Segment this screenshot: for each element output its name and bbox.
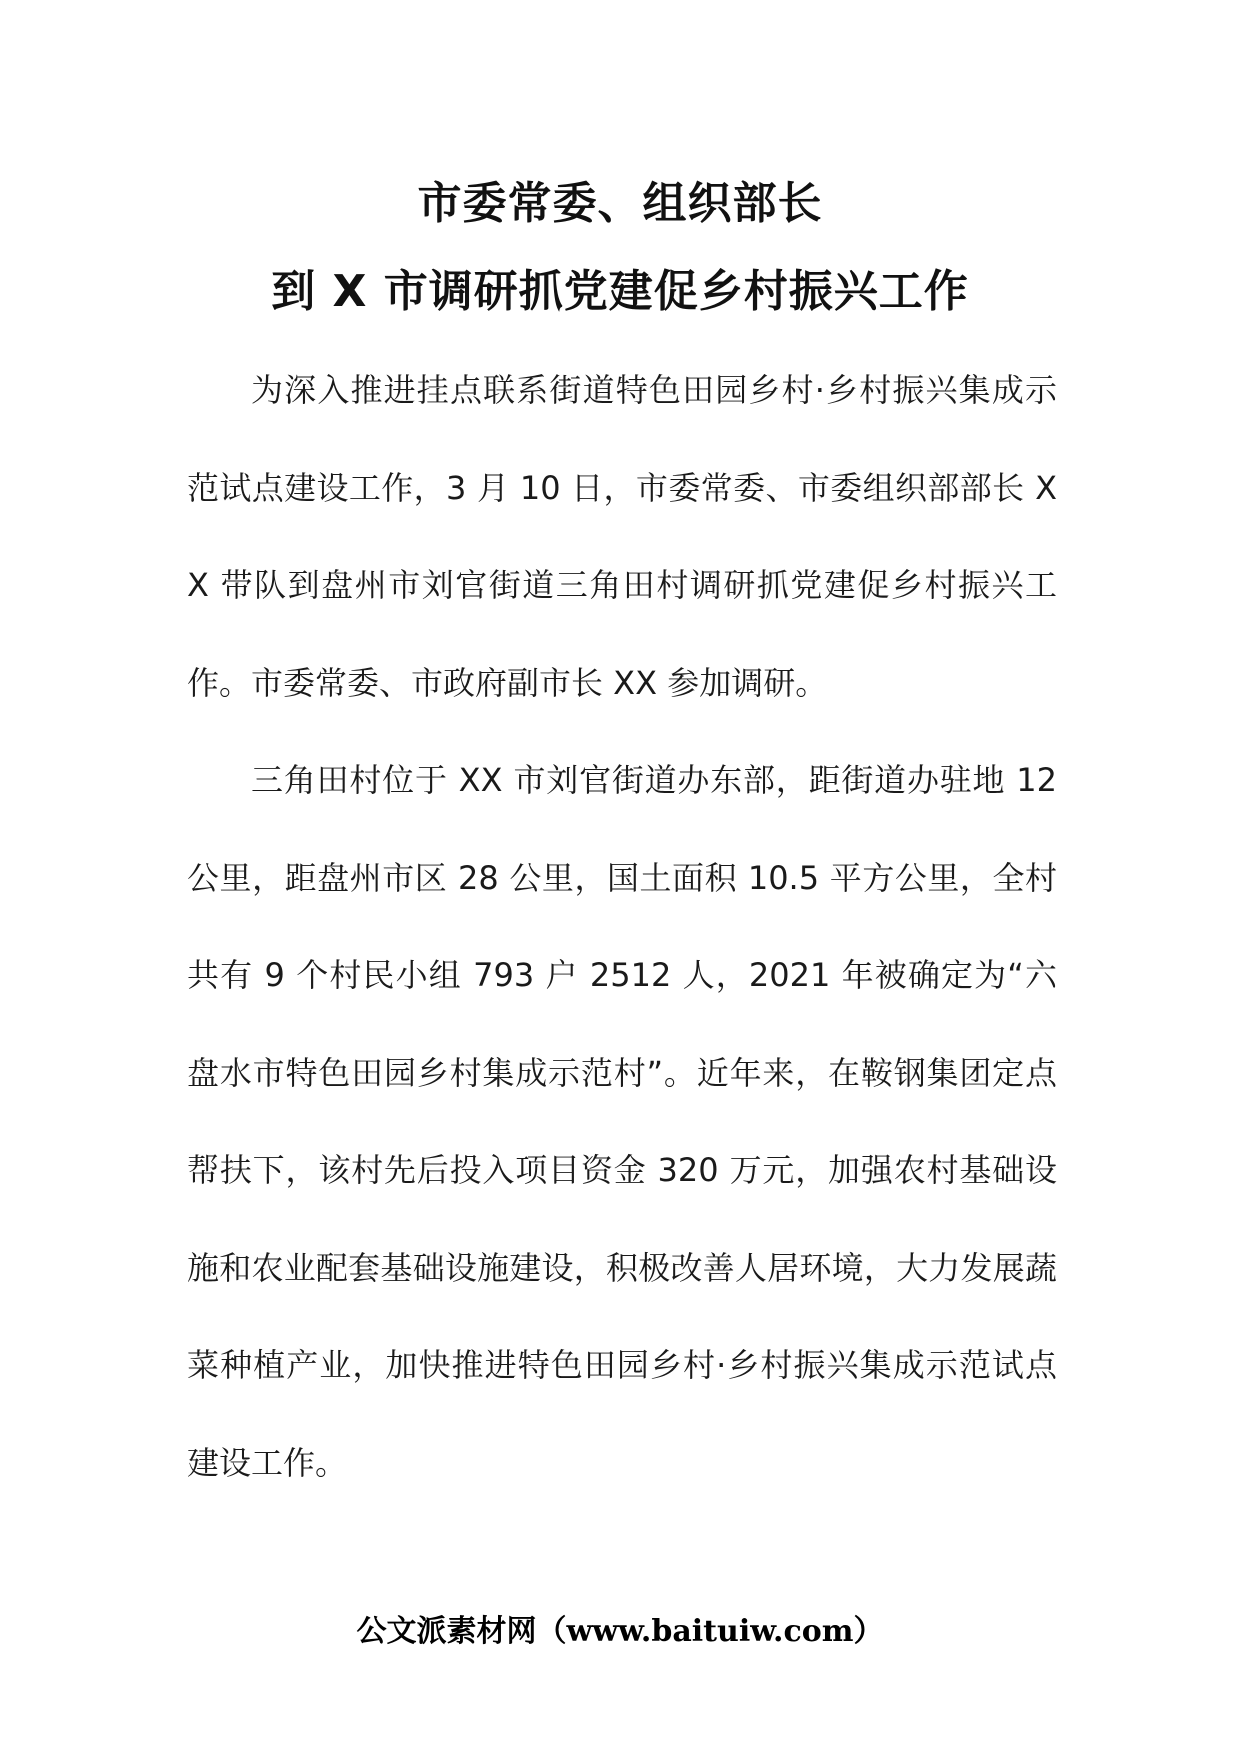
- paragraph-2: 三角田村位于 XX 市刘官街道办东部，距街道办驻地 12 公里，距盘州市区 28 公里，国土面积 10.5 平方公里，全村共有 9 个村民小组 793 户 2512 人，2021 年被确定为“六盘水市特色田园乡村集成示范村”。近年来，在鞍钢集团定点帮扶下，该村先后投入项目资金 320 万元，加强农村基础设施和农业配套基础设施建设，积极改善人居环境，大力发展蔬菜种植产业，加快推进特色田园乡村·乡村振兴集成示范试点建设工作。: [187, 761, 1057, 1482]
- paragraph-1: 为深入推进挂点联系街道特色田园乡村·乡村振兴集成示范试点建设工作，3 月 10 日，市委常委、市委组织部部长 XX 带队到盘州市刘官街道三角田村调研抓党建促乡村振兴工作。市委常委、市政府副市长 XX 参加调研。: [187, 371, 1057, 702]
- footer-source: 公文派素材网（www.baituiw.com）: [356, 1614, 884, 1649]
- title-line-2: 到 X 市调研抓党建促乡村振兴工作: [271, 266, 969, 317]
- document-title: [0, 160, 1240, 336]
- title-line-1: 市委常委、组织部长: [417, 178, 823, 229]
- document-body: [187, 342, 1057, 1512]
